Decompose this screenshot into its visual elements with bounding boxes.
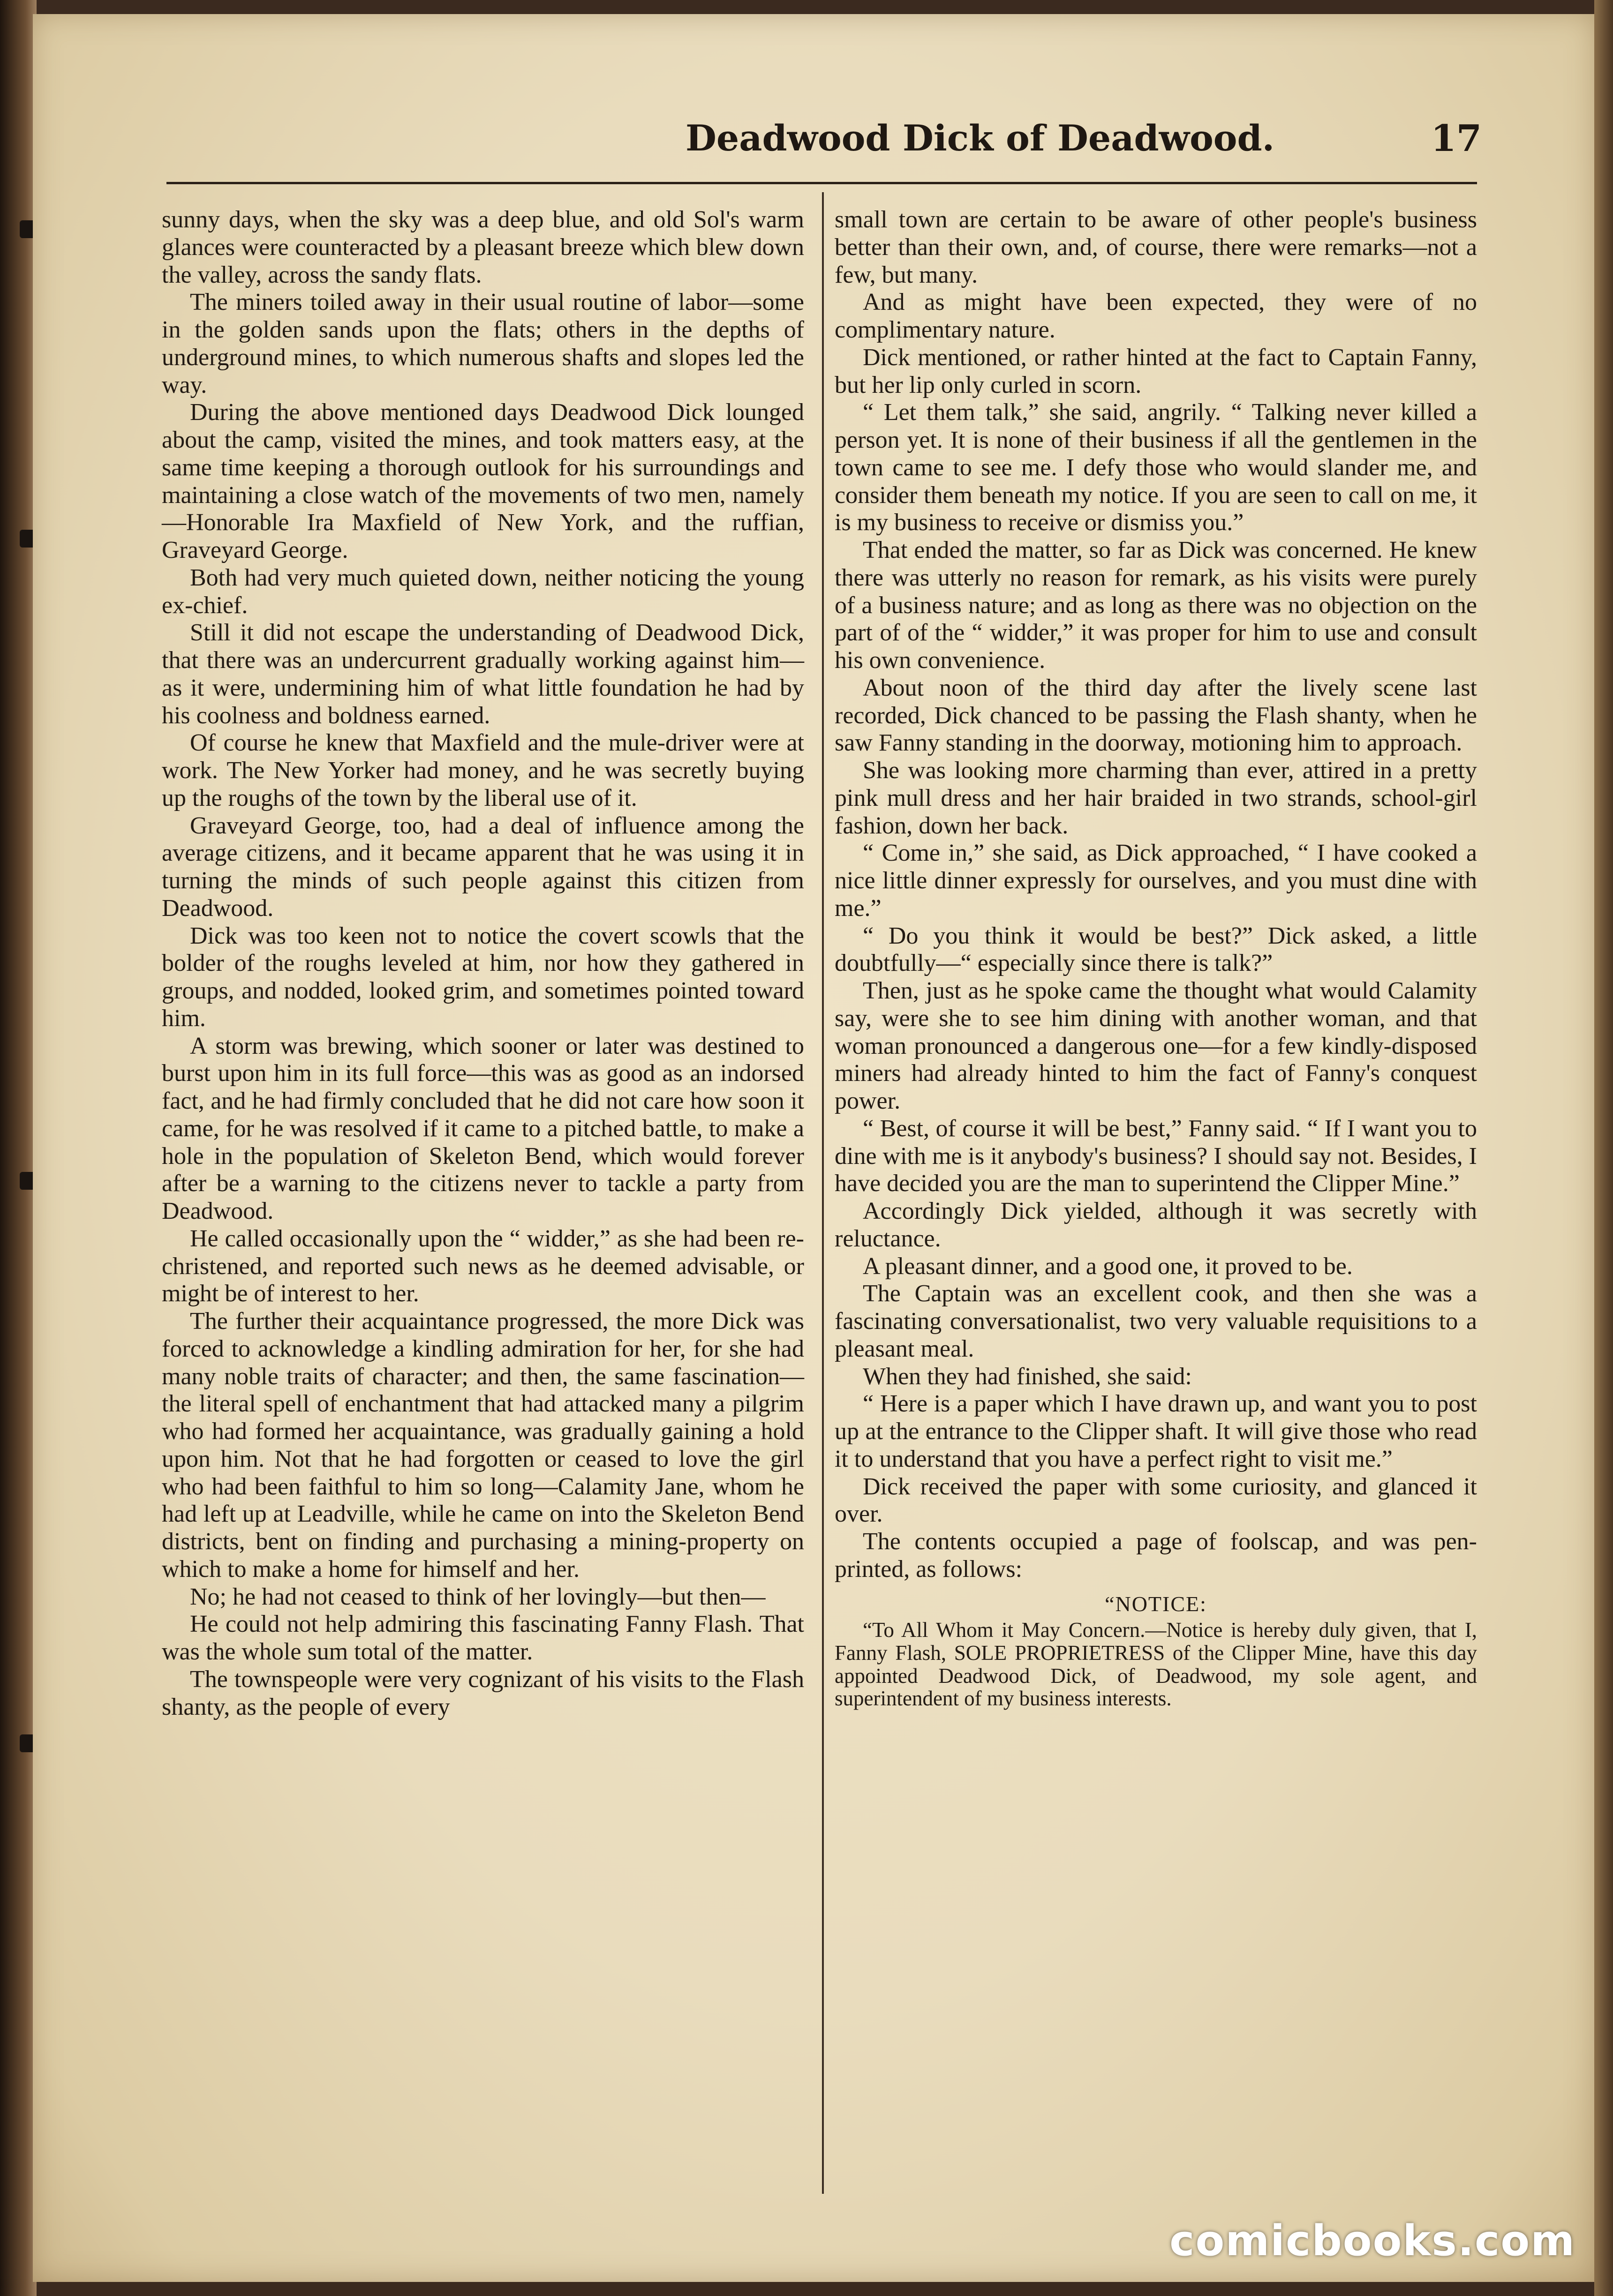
paragraph: Dick was too keen not to notice the covert scowls that the bolder of the roughs leveled at him, nor how they gathered in groups, and nodded, looked grim, and sometimes pointed toward him. [162, 922, 804, 1032]
watermark: comicbooks.com [1169, 2216, 1575, 2266]
paragraph: About noon of the third day after the lively scene last recorded, Dick chanced to be passing the Flash shanty, when he saw Fanny standing in the doorway, motioning him to approach. [835, 674, 1477, 757]
notice-body: “To All Whom it May Concern.—Notice is hereby duly given, that I, Fanny Flash, SOLE PROPRIETRESS of the Clipper Mine, have this day appointed Deadwood Dick, of Deadwood, my sole agent, and superintendent of my business interests. [835, 1618, 1477, 1711]
notice-heading: “NOTICE: [1105, 1591, 1207, 1616]
page-number: 17 [1431, 117, 1482, 160]
paragraph: “ Here is a paper which I have drawn up, and want you to post up at the entrance to the Clipper shaft. It will give those who read it to understand that you have a perfect right to visit me.” [835, 1390, 1477, 1472]
paragraph: The contents occupied a page of foolscap, and was pen-printed, as follows: [835, 1528, 1477, 1583]
paragraph: Dick received the paper with some curiosity, and glanced it over. [835, 1473, 1477, 1528]
running-head-title: Deadwood Dick of Deadwood. [685, 117, 1275, 159]
paragraph: “ Come in,” she said, as Dick approached, “ I have cooked a nice little dinner expressly for ourselves, and you must dine with me.” [835, 840, 1477, 922]
column-divider [822, 192, 824, 2194]
paragraph: He called occasionally upon the “ widder,” as she had been re-christened, and reported such news as he deemed advisable, or might be of interest to her. [162, 1225, 804, 1307]
paragraph: “ Let them talk,” she said, angrily. “ Talking never killed a person yet. It is none of their business if all the gentlemen in the town came to see me. I defy those who would slander me, and consider them beneath my notice. If you are seen to call on me, it is my business to receive or dismiss you.” [835, 399, 1477, 536]
header-rule [166, 182, 1477, 184]
paragraph: The Captain was an excellent cook, and then she was a fascinating conversationalist, two very valuable requisitions to a pleasant meal. [835, 1280, 1477, 1362]
right-column [835, 206, 1477, 1710]
paragraph: Both had very much quieted down, neither noticing the young ex-chief. [162, 564, 804, 619]
paragraph: “ Do you think it would be best?” Dick asked, a little doubtfully—“ especially since there is talk?” [835, 922, 1477, 977]
paragraph: A pleasant dinner, and a good one, it proved to be. [863, 1253, 1353, 1280]
paragraph: Still it did not escape the understanding of Deadwood Dick, that there was an undercurrent gradually working against him—as it were, undermining him of what little foundation he had by his coolness and boldness earned. [162, 619, 804, 729]
paragraph: The miners toiled away in their usual routine of labor—some in the golden sands upon the flats; others in the depths of underground mines, to which numerous shafts and slopes led the way. [162, 289, 804, 398]
paragraph: Graveyard George, too, had a deal of influence among the average citizens, and it became apparent that he was using it in turning the minds of such people against this citizen from Deadwood. [162, 812, 804, 922]
paragraph: sunny days, when the sky was a deep blue, and old Sol's warm glances were counteracted by a pleasant breeze which blew down the valley, across the sandy flats. [162, 206, 804, 288]
paragraph: During the above mentioned days Deadwood Dick lounged about the camp, visited the mines, and took matters easy, at the same time keeping a thorough outlook for his surroundings and maintaining a close watch of the movements of two men, namely—Honorable Ira Maxfield of New York, and the ruffian, Graveyard George. [162, 399, 804, 563]
paragraph: She was looking more charming than ever, attired in a pretty pink mull dress and her hair braided in two strands, school-girl fashion, down her back. [835, 757, 1477, 839]
left-column [162, 206, 804, 1721]
paragraph: And as might have been expected, they were of no complimentary nature. [835, 289, 1477, 343]
paragraph: Then, just as he spoke came the thought what would Calamity say, were she to see him dining with another woman, and that woman pronounced a dangerous one—for a few kindly-disposed miners had already hinted to him the fact of Fanny's conquest power. [835, 977, 1477, 1114]
paragraph: small town are certain to be aware of other people's business better than their own, and, of course, there were remarks—not a few, but many. [835, 206, 1477, 288]
paragraph: The townspeople were very cognizant of his visits to the Flash shanty, as the people of every [162, 1666, 804, 1720]
paragraph: A storm was brewing, which sooner or later was destined to burst upon him in its full force—this was as good as an indorsed fact, and he had firmly concluded that he did not care how soon it came, for he was resolved if it came to a pitched battle, to make a hole in the population of Skeleton Bend, which would forever after be a warning to the citizens never to tackle a party from Deadwood. [162, 1032, 804, 1224]
paragraph: That ended the matter, so far as Dick was concerned. He knew there was utterly no reason for remark, as his visits were purely of a business nature; and as long as there was no objection on the part of of the “ widder,” it was proper for him to use and consult his own convenience. [835, 537, 1477, 674]
book-binding [0, 0, 37, 2296]
paragraph: “ Best, of course it will be best,” Fanny said. “ If I want you to dine with me is it anybody's business? I should say not. Besides, I have decided you are the man to superintend the Clipper Mine.” [835, 1115, 1477, 1197]
paragraph: No; he had not ceased to think of her lovingly—but then— [190, 1583, 766, 1610]
paragraph: Accordingly Dick yielded, although it was secretly with reluctance. [835, 1198, 1477, 1252]
paragraph: Dick mentioned, or rather hinted at the fact to Captain Fanny, but her lip only curled in scorn. [835, 344, 1477, 398]
paragraph: He could not help admiring this fascinating Fanny Flash. That was the whole sum total of the matter. [162, 1611, 804, 1665]
page-edge [1594, 0, 1613, 2296]
paragraph: Of course he knew that Maxfield and the mule-driver were at work. The New Yorker had money, and he was secretly buying up the roughs of the town by the liberal use of it. [162, 729, 804, 811]
paragraph: When they had finished, she said: [863, 1363, 1192, 1390]
paragraph: The further their acquaintance progressed, the more Dick was forced to acknowledge a kindling admiration for her, for she had many noble traits of character; and then, the same fascination—the literal spell of enchantment that had attacked many a pilgrim who had formed her acquaintance, was gradually gaining a hold upon him. Not that he had forgotten or ceased to love the girl who had been faithful to him so long—Calamity Jane, whom he had left up at Leadville, while he came on into the Skeleton Bend districts, bent on finding and purchasing a mining-property on which to make a home for himself and her. [162, 1308, 804, 1583]
